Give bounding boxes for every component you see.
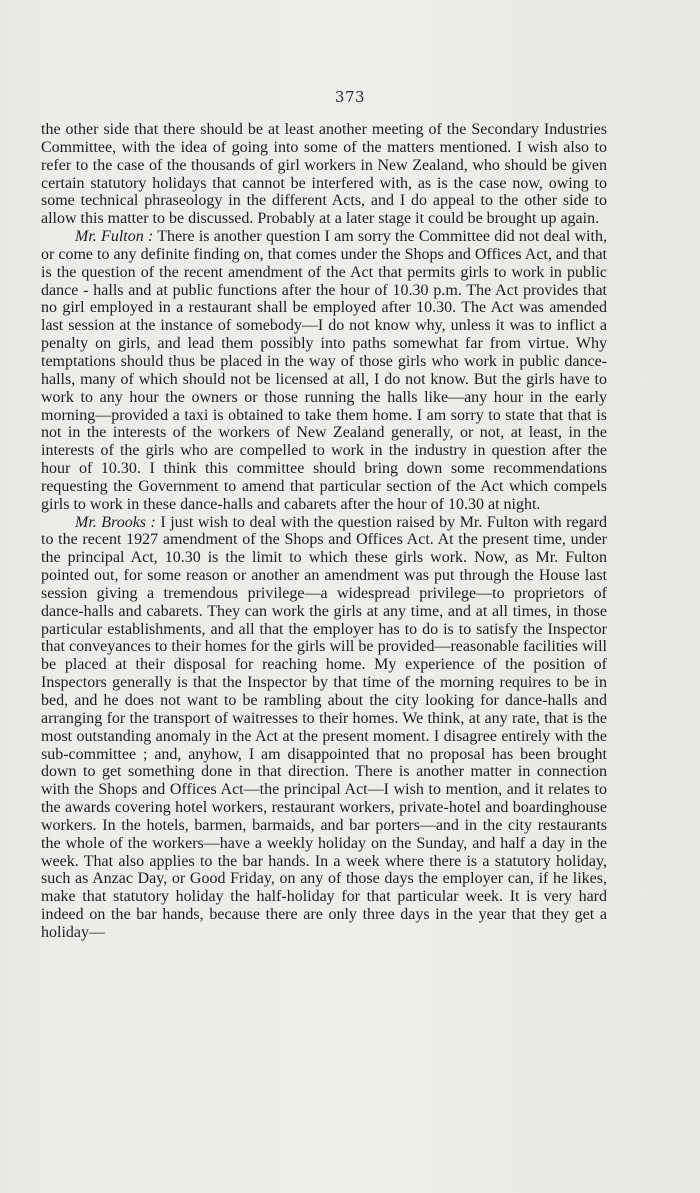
paragraph-brooks bbox=[41, 514, 607, 942]
paragraph-text: There is another question I am sorry the Committee did not deal with, or come to any definite finding on, that comes under the Shops and Offices Act, and that is the question of the recent amendment of the Act that permits girls to work in public dance - halls and at public functions after the hour of 10.30 p.m. The Act provides that no girl employed in a restaurant shall be employed after 10.30. The Act was amended last session at the instance of somebody—I do not know why, unless it was to inflict a penalty on girls, and lead them possibly into paths somewhat far from virtue. Why temptations should thus be placed in the way of those girls who work in public dance-halls, many of which should not be licensed at all, I do not know. But the girls have to work to any hour the owners or those running the halls like—any hour in the early morning—provided a taxi is obtained to take them home. I am sorry to state that that is not in the interests of the workers of New Zealand generally, or not, at least, in the interests of the girls who are compelled to work in the industry in question after the hour of 10.30. I think this committee should bring down some recommendations requesting the Government to amend that particular section of the Act which compels girls to work in these dance-halls and cabarets after the hour of 10.30 at night. bbox=[41, 228, 607, 513]
speaker-name: Mr. Fulton : bbox=[75, 228, 154, 246]
paragraph-continuation bbox=[41, 121, 607, 228]
paragraph-text: I just wish to deal with the question raised by Mr. Fulton with regard to the recent 1927 amendment of the Shops and Offices Act. At the present time, under the principal Act, 10.30 is the limit to which these girls work. Now, as Mr. Fulton pointed out, for some reason or another an amendment was put through the House last session giving a tremendous privilege—a widespread privilege—to proprietors of dance-halls and cabarets. They can work the girls at any time, and at all times, in those particular establishments, and all that the employer has to do is to satisfy the Inspector that conveyances to their homes for the girls will be provided—reasonable facilities will be placed at their disposal for reaching home. My experience of the position of Inspectors generally is that the Inspector by that time of the morning requires to be in bed, and he does not want to be rambling about the city looking for dance-halls and arranging for the transport of waitresses to their homes. We think, at any rate, that is the most outstanding anomaly in the Act at the present moment. I disagree entirely with the sub-committee ; and, anyhow, I am disappointed that no proposal has been brought down to get something done in that direction. There is another matter in connection with the Shops and Offices Act—the principal Act—I wish to mention, and it relates to the awards covering hotel workers, restaurant workers, private-hotel and boardinghouse workers. In the hotels, barmen, barmaids, and bar porters—and in the city restaurants the whole of the workers—have a weekly holiday on the Sunday, and half a day in the week. That also applies to the bar hands. In a week where there is a statutory holiday, such as Anzac Day, or Good Friday, on any of those days the employer can, if he likes, make that statutory holiday the half-holiday for that particular week. It is very hard indeed on the bar hands, because there are only three days in the year that they get a holiday— bbox=[41, 513, 607, 941]
paragraph-text: the other side that there should be at least another meeting of the Secondary Industries Committee, with the idea of going into some of the matters mentioned. I wish also to refer to the case of the thousands of girl workers in New Zealand, who should be given certain statutory holidays that cannot be interfered with, as is the case now, owing to some technical phraseology in the different Acts, and I do appeal to the other side to allow this matter to be discussed. Probably at a later stage it could be brought up again. bbox=[41, 121, 607, 228]
paragraph-fulton bbox=[41, 228, 607, 514]
body-text bbox=[41, 121, 607, 942]
speaker-name: Mr. Brooks : bbox=[75, 513, 156, 531]
page-number: 373 bbox=[334, 88, 366, 106]
